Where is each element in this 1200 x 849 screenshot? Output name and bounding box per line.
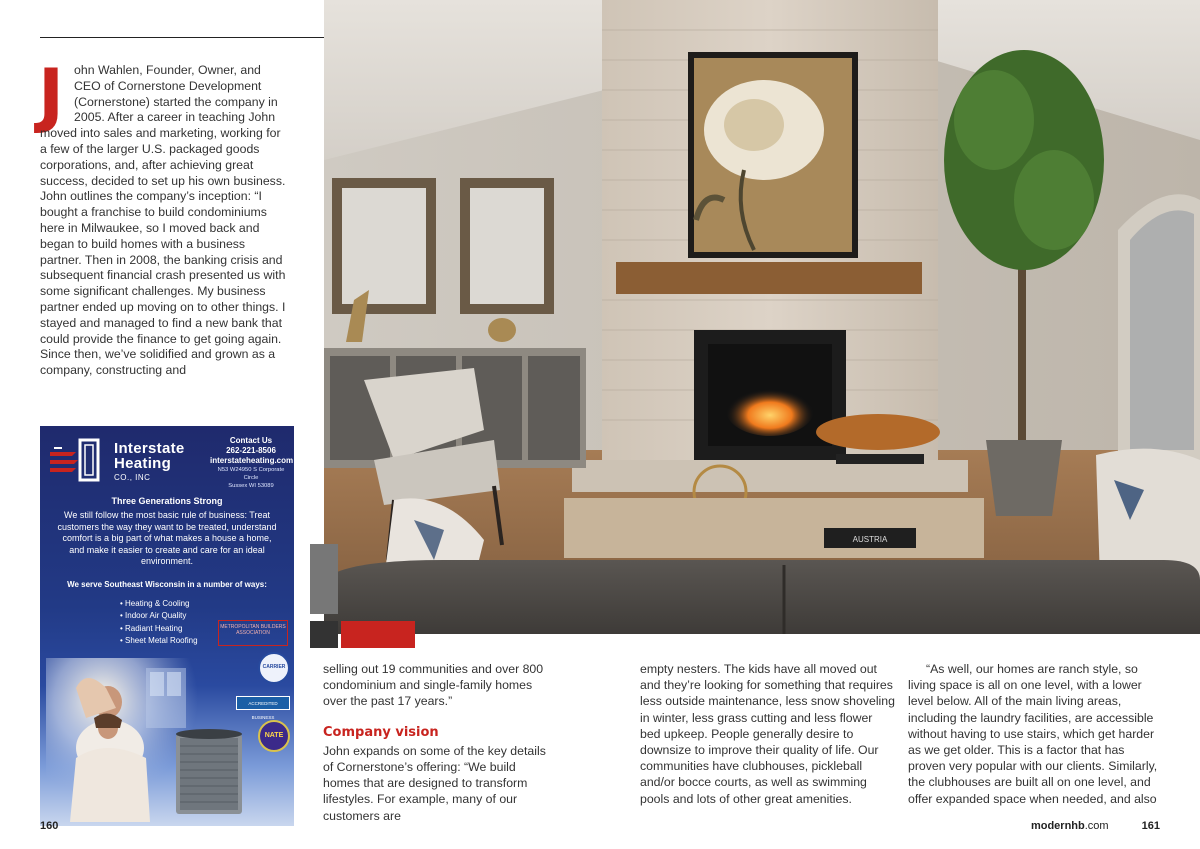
carrier-award-badge: CARRIER bbox=[258, 652, 290, 684]
site-name-suffix: .com bbox=[1084, 820, 1109, 832]
ad-phone[interactable]: 262-221-8506 bbox=[226, 446, 276, 455]
ad-website-link[interactable]: interstateheating.com bbox=[210, 456, 294, 465]
ad-service-item: • Heating & Cooling bbox=[120, 599, 190, 608]
column-1-paragraph-1: selling out 19 communities and over 800 condominium and single-family homes over the past 17 years.” bbox=[323, 662, 544, 709]
ad-contact-block bbox=[210, 436, 292, 490]
intro-text: ohn Wahlen, Founder, Owner, and CEO of Cornerstone Development (Cornerstone) started the company in 2005. After a career in teaching John moved into sales and marketing, working for a few of the larger U.S. packaged goods corporations, and, after achieving great success, decided to set up his own business. John outlines the company’s inception: “I bought a franchise to build condominiums here in Milwaukee, so I moved back and began to build homes with a business partner. Then in 2008, the banking crisis and subsequent financial crash presented us with some significant challenges. My business partner ended up moving on to other things. I stayed and managed to find a new bank that could provide the finance to get going again. Since then, we’ve solidified and grown as a company, constructing and bbox=[40, 63, 286, 378]
footer-right bbox=[1031, 820, 1160, 832]
ad-service-item: • Radiant Heating bbox=[120, 623, 183, 633]
ad-headline: Three Generations Strong bbox=[111, 496, 223, 506]
nate-certification-badge: NATE bbox=[258, 720, 290, 752]
column-3-paragraph-1: “As well, our homes are ranch style, so living space is all on one level, with a lower level below. All of the main living areas, including the laundry facilities, are accessible without having to use stairs, which get harder as we get older. This is a factor that has proven very popular with our clients. Similarly, the clubhouses are built all on one level, and offer expanded space when needed, and also bbox=[908, 662, 1158, 806]
ad-service-item: • Indoor Air Quality bbox=[120, 611, 187, 621]
bbb-accredited-badge: ACCREDITED BUSINESS bbox=[236, 696, 290, 710]
decor-block-dark bbox=[310, 621, 338, 648]
text-column-3 bbox=[908, 661, 1163, 807]
book-title-text: AUSTRIA bbox=[852, 535, 888, 544]
page-number-left: 160 bbox=[40, 820, 59, 832]
page-number-right: 161 bbox=[1141, 820, 1160, 832]
ad-brand-name-1: Interstate bbox=[114, 440, 185, 457]
ad-services-heading: We serve Southeast Wisconsin in a number of ways: bbox=[67, 580, 267, 589]
column-1-paragraph-2: John expands on some of the key details of Cornerstone’s offering: “We build homes that are designed to transform lifestyles. For example, many of our customers are bbox=[323, 743, 546, 823]
intro-column bbox=[38, 54, 290, 379]
ad-address-line-2: Sussex WI 53089 bbox=[228, 483, 274, 489]
builders-association-badge: METROPOLITAN BUILDERS ASSOCIATION bbox=[218, 620, 288, 646]
site-name-bold: modernhb bbox=[1030, 820, 1085, 832]
text-column-1 bbox=[323, 661, 555, 824]
ad-body-text: We still follow the most basic rule of business: Treat customers the way they want to be treated, understand comfort is a big part of what makes a house a home, and make it easier to create and care for an ideal environment. bbox=[57, 510, 277, 567]
company-vision-heading: Company vision bbox=[323, 724, 439, 740]
ad-address-line-1: N53 W24950 S Corporate Circle bbox=[217, 467, 285, 481]
living-room-photo bbox=[324, 0, 1200, 634]
text-column-2 bbox=[640, 661, 895, 807]
ad-brand-name-3: CO., INC bbox=[114, 473, 151, 482]
ad-contact-title: Contact Us bbox=[229, 436, 273, 445]
ad-brand-name-2: Heating bbox=[114, 455, 172, 472]
interstate-heating-ad[interactable] bbox=[40, 426, 294, 826]
column-2-paragraph-1: empty nesters. The kids have all moved out and they’re looking for something that requires less outside maintenance, less snow shoveling in winter, less grass cutting and less flower bed upkeep. People generally desire to downsize to improve their quality of life. Our communities have clubhouses, pickleball and/or bocce courts, as well as swimming pools and lots of other great amenities. bbox=[640, 662, 895, 806]
ad-service-item: • Sheet Metal Roofing bbox=[120, 636, 198, 646]
ad-services-list bbox=[120, 598, 198, 648]
living-room-image bbox=[324, 0, 1200, 634]
decor-block-gray bbox=[310, 544, 338, 614]
ac-unit-image bbox=[172, 726, 246, 818]
drop-cap: J bbox=[38, 54, 65, 136]
decor-block-red bbox=[341, 621, 415, 648]
interstate-logo-icon bbox=[48, 436, 104, 484]
